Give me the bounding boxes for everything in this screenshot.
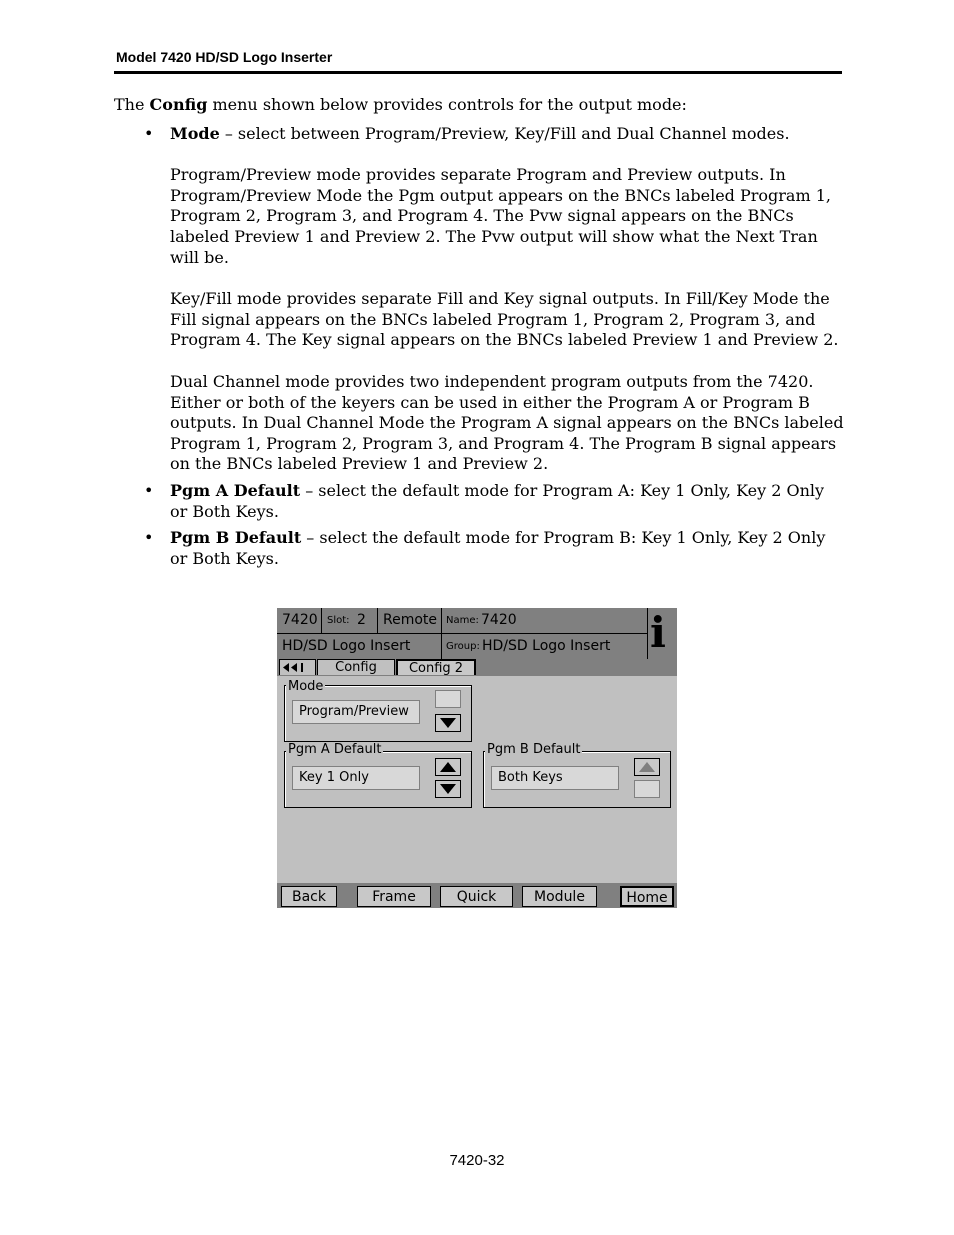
subtitle-label: HD/SD Logo Insert	[282, 638, 411, 654]
mode-group	[284, 679, 472, 742]
tab-back-arrows[interactable]	[279, 659, 316, 675]
divider	[441, 608, 442, 633]
pgm-a-down-button[interactable]	[435, 780, 461, 798]
pgm-a-default-group	[284, 742, 472, 808]
pgm-b-default-group	[483, 742, 671, 808]
tab-config[interactable]: Config	[317, 659, 395, 675]
intro-paragraph	[114, 95, 844, 116]
bullet-pgm-a-paragraph	[170, 481, 844, 522]
pgm-a-default-label: Pgm A Default	[288, 742, 382, 757]
double-left-arrow-icon	[280, 660, 315, 675]
back-button[interactable]: Back	[281, 886, 337, 907]
mode-paragraph-dual-channel: Dual Channel mode provides two independent program outputs from the 7420. Either or both of the keyers can be used in either the Program A or Program B outputs. In Dual Channel Mode the Program A signal appears on the BNCs labeled Program 1, Program 2, Program 3, and Program 4. The Program B signal appears on the BNCs labeled Preview 1 and Preview 2.	[170, 371, 844, 474]
bullet-pgm-b-default	[114, 528, 844, 569]
intro-pre: The	[114, 95, 150, 114]
bullet-mode-text: – select between Program/Preview, Key/Fill and Dual Channel modes.	[219, 123, 790, 143]
tab-config-2[interactable]: Config 2	[396, 659, 476, 675]
divider	[321, 608, 322, 633]
home-button[interactable]: Home	[620, 886, 674, 907]
mode-field[interactable]: Program/Preview	[292, 700, 420, 724]
model-label: 7420	[282, 612, 318, 628]
bullet-mode	[114, 124, 844, 475]
bullet-pgm-a-bold: Pgm A Default	[170, 480, 301, 500]
info-icon[interactable]: i	[650, 608, 666, 657]
quick-button[interactable]: Quick	[440, 886, 513, 907]
bullet-pgm-a-default	[114, 481, 844, 522]
page-header-title: Model 7420 HD/SD Logo Inserter	[116, 49, 333, 65]
tab-bar	[277, 659, 677, 676]
intro-post: menu shown below provides controls for the output mode:	[207, 95, 687, 114]
pgm-a-default-field[interactable]: Key 1 Only	[292, 766, 420, 790]
mode-up-button-disabled	[435, 690, 461, 708]
bullet-dot: •	[144, 528, 154, 548]
pgm-b-down-button-disabled	[634, 780, 660, 798]
bullet-pgm-a-text: – select the default mode for Program A: Key 1 Only, Key 2 Only or Both Keys.	[170, 480, 825, 521]
bullet-dot: •	[144, 123, 154, 143]
pgm-b-default-field[interactable]: Both Keys	[491, 766, 619, 790]
bullet-pgm-b-text: – select the default mode for Program B: Key 1 Only, Key 2 Only or Both Keys.	[170, 528, 826, 568]
bullet-mode-intro	[170, 124, 844, 145]
up-arrow-icon	[436, 759, 460, 775]
slot-value: 2	[357, 612, 366, 628]
mode-paragraph-program-preview: Program/Preview mode provides separate Program and Preview outputs. In Program/Preview Mode the Pgm output appears on the BNCs labeled Program 1, Program 2, Program 3, and Program 4. The Pvw signal appears on the BNCs labeled Preview 1 and Preview 2. The Pvw output will show what the Next Tran will be.	[170, 165, 831, 267]
divider	[377, 608, 378, 633]
pgm-a-up-button[interactable]	[435, 758, 461, 776]
bottom-button-bar	[277, 883, 677, 908]
page-number: 7420-32	[449, 1152, 505, 1169]
mode-group-label: Mode	[288, 679, 324, 694]
remote-label: Remote	[383, 612, 438, 628]
group-value: HD/SD Logo Insert	[482, 638, 611, 654]
group-label: Group:	[446, 641, 480, 652]
divider	[441, 634, 442, 659]
header-rule	[114, 71, 842, 74]
slot-label: Slot:	[327, 615, 350, 626]
bullet-dot: •	[144, 480, 154, 500]
bullet-pgm-b-paragraph	[170, 528, 844, 569]
divider	[647, 608, 648, 659]
bullet-mode-bold: Mode	[170, 123, 220, 143]
pgm-b-up-button[interactable]	[634, 758, 660, 776]
module-button[interactable]: Module	[522, 886, 597, 907]
down-arrow-icon	[436, 715, 460, 731]
status-header	[277, 608, 677, 659]
config-menu-screenshot	[277, 608, 677, 908]
up-arrow-icon	[635, 759, 659, 775]
intro-bold: Config	[149, 95, 208, 114]
bullet-pgm-b-bold: Pgm B Default	[170, 528, 302, 548]
bullet-list	[114, 124, 844, 570]
frame-button[interactable]: Frame	[357, 886, 431, 907]
name-value: 7420	[481, 612, 517, 628]
mode-down-button[interactable]	[435, 714, 461, 732]
down-arrow-icon	[436, 781, 460, 797]
pgm-b-default-label: Pgm B Default	[487, 742, 581, 757]
body-text	[114, 95, 844, 575]
name-label: Name:	[446, 615, 479, 626]
mode-paragraph-key-fill: Key/Fill mode provides separate Fill and Key signal outputs. In Fill/Key Mode the Fill signal appears on the BNCs labeled Program 1, Program 2, Program 3, and Program 4. The Key signal appears on the BNCs labeled Preview 1 and Preview 2.	[170, 289, 839, 350]
